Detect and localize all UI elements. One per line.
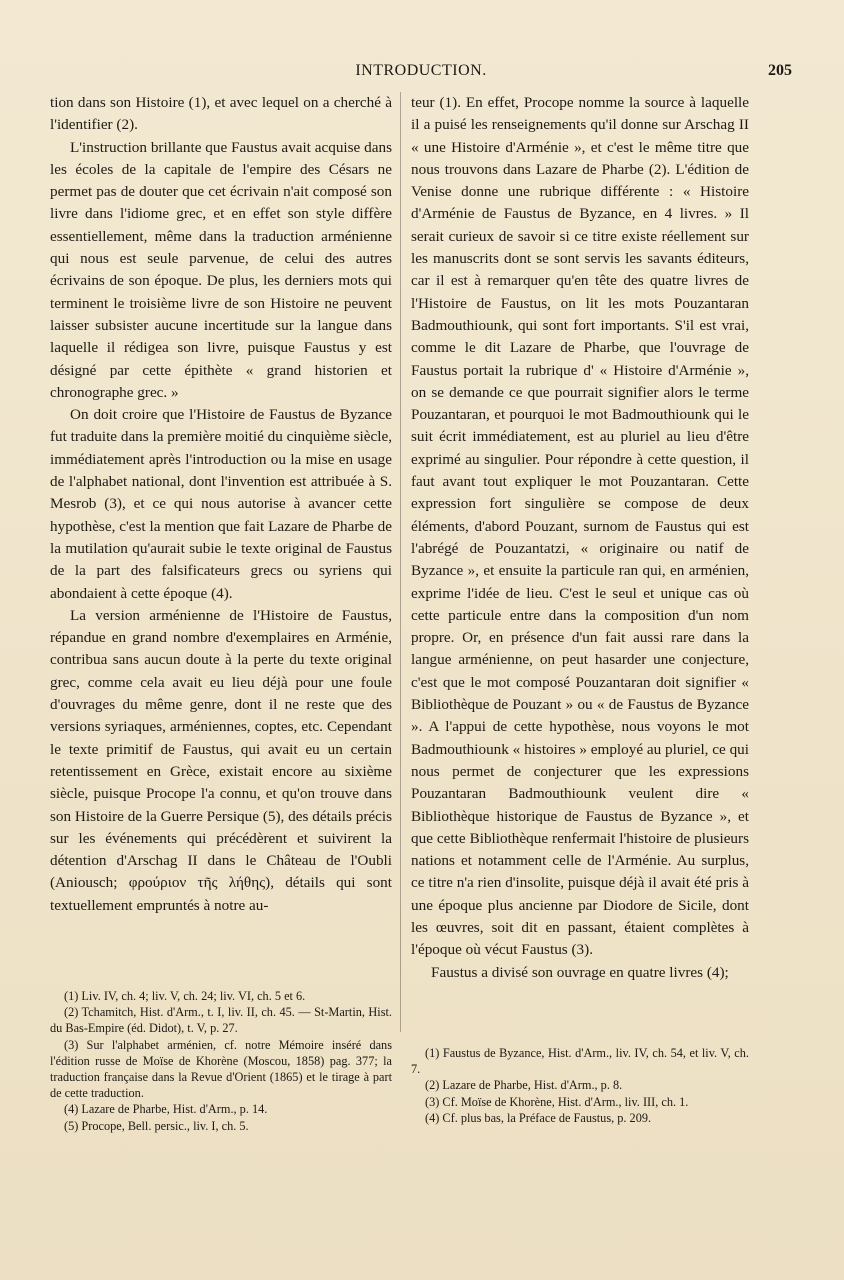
body-paragraph: On doit croire que l'Histoire de Faustus de Byzance fut traduite dans la première moitié du cinquième siècle, immédiatement après l'introduction ou la mise en usage de l'alphabet national, dont l'invention est attribuée à S. Mesrob (3), et ce qui nous autorise à avancer cette hypothèse, c'est la mention que fait Lazare de Pharbe de la mutilation qu'aurait subie le texte original de Faustus de la part des falsificateurs grecs ou syriens qui abondaient à cette époque (4).: [50, 406, 393, 602]
running-header: [50, 62, 792, 84]
footnote: (1) Faustus de Byzance, Hist. d'Arm., liv. IV, ch. 54, et liv. V, ch. 7.: [411, 1046, 749, 1077]
running-title: INTRODUCTION.: [355, 62, 487, 79]
body-paragraph: tion dans son Histoire (1), et avec lequel on a cherché à l'identifier (2).: [50, 94, 392, 134]
footnote: (2) Lazare de Pharbe, Hist. d'Arm., p. 8.: [425, 1078, 623, 1093]
right-text-column: [411, 92, 749, 984]
footnote: (2) Tchamitch, Hist. d'Arm., t. I, liv. II, ch. 45. — St-Martin, Hist. du Bas-Empire (éd. Didot), t. V, p. 27.: [50, 1005, 392, 1036]
body-paragraph: La version arménienne de l'Histoire de Faustus, répandue en grand nombre d'exemplaires en Arménie, contribua sans aucun doute à la perte du texte original grec, comme cela avait eu lieu déjà pour une foule d'ouvrages du même genre, dont il ne reste que des versions syriaques, arméniennes, coptes, etc. Cependant le texte primitif de Faustus, qui avait eu un certain retentissement en Grèce, existait encore au sixième siècle, puisque Procope l'a connu, et qu'on trouve dans son Histoire de la Guerre Persique (5), des détails précis sur les événements qui précédèrent et suivirent la détention d'Arschag II dans le Château de l'Oubli (Aniousch; φρούριον τῆς λήθης), détails qui sont textuellement empruntés à notre au-: [50, 606, 392, 914]
left-text-column: [50, 92, 392, 917]
footnote: (3) Sur l'alphabet arménien, cf. notre Mémoire inséré dans l'édition russe de Moïse de Khorène (Moscou, 1858) pag. 377; la traduction française dans la Revue d'Orient (1865) et le tirage à part de cette traduction.: [50, 1037, 392, 1101]
footnote: (3) Cf. Moïse de Khorène, Hist. d'Arm., liv. III, ch. 1.: [425, 1094, 689, 1109]
body-paragraph: L'instruction brillante que Faustus avait acquise dans les écoles de la capitale de l'empire des Césars ne permet pas de douter que cet écrivain n'ait composé son livre dans l'idiome grec, et en effet son style diffère essentiellement, même dans la traduction arménienne qui nous est seule parvenue, de celui des autres écrivains de son époque. De plus, les derniers mots qui terminent le troisième livre de son Histoire ne peuvent laisser subsister aucune incertitude sur la langue dans laquelle il rédigea son livre, puisque Faustus y est désigné par cette épithète « grand historien et chronographe grec. »: [50, 138, 392, 401]
footnote: (5) Procope, Bell. persic., liv. I, ch. 5.: [64, 1118, 249, 1133]
body-paragraph: teur (1). En effet, Procope nomme la source à laquelle il a puisé les renseignements qu'il donne sur Arschag II « une Histoire d'Arménie », et c'est le même titre que nous trouvons dans Lazare de Pharbe (2). L'édition de Venise donne une rubrique différente : « Histoire d'Arménie de Faustus de Byzance, en 4 livres. » Il serait curieux de savoir si ce titre existe réellement sur les manuscrits dont se sont servis les savants éditeurs, car il est à remarquer qu'en tête des quatre livres de l'Histoire de Faustus, on lit les mots Pouzantaran Badmouthiounk, qui sont fort importants. S'il est vrai, comme le dit Lazare de Pharbe, que l'ouvrage de Faustus portait la rubrique d' « Histoire d'Arménie », on se demande ce que pourrait signifier alors le terme Pouzantaran, et pourquoi le mot Badmouthiounk qui le suit écrit immédiatement, est au pluriel au lieu d'être exprimé au singulier. Pour répondre à cette question, il faut avant tout expliquer le mot Pouzantaran. Cette expression fort singulière se compose de deux éléments, d'abord Pouzant, surnom de Faustus qui est l'abrégé de Pouzantatzi, « originaire ou natif de Byzance », et ensuite la particule ran qui, en arménien, exprime l'idée de lieu. C'est le seul et unique cas où cette particule entre dans la composition d'un nom propre. Or, en présence d'un fait aussi rare dans la langue arménienne, on peut hasarder une conjecture, c'est que le mot composé Pouzantaran doit signifier « Bibliothèque de Pouzant » ou « de Faustus de Byzance ». A l'appui de cette hypothèse, nous voyons le mot Badmouthiounk « histoires » employé au pluriel, ce qui nous permet de conjecturer que les expressions Pouzantaran Badmouthiounk veulent dire « Bibliothèque historique de Faustus de Byzance », et que cette Bibliothèque renfermait l'histoire de plusieurs nations et notamment celle de l'Arménie. Au surplus, ce titre n'a rien d'insolite, puisque déjà il avait été pris à une époque plus ancienne par Diodore de Sicile, dont les œuvres, soit dit en passant, étaient complètes à l'époque où vécut Faustus (3).: [411, 94, 749, 959]
footnote: (4) Cf. plus bas, la Préface de Faustus, p. 209.: [425, 1110, 652, 1125]
footnote: (1) Liv. IV, ch. 4; liv. V, ch. 24; liv. VI, ch. 5 et 6.: [64, 989, 306, 1003]
left-footnotes: [50, 988, 392, 1134]
column-divider: [400, 92, 401, 1032]
footnote: (4) Lazare de Pharbe, Hist. d'Arm., p. 14.: [64, 1102, 268, 1117]
page-number: 205: [768, 62, 792, 79]
right-footnotes: [411, 1045, 749, 1126]
body-paragraph: Faustus a divisé son ouvrage en quatre livres (4);: [431, 963, 729, 981]
